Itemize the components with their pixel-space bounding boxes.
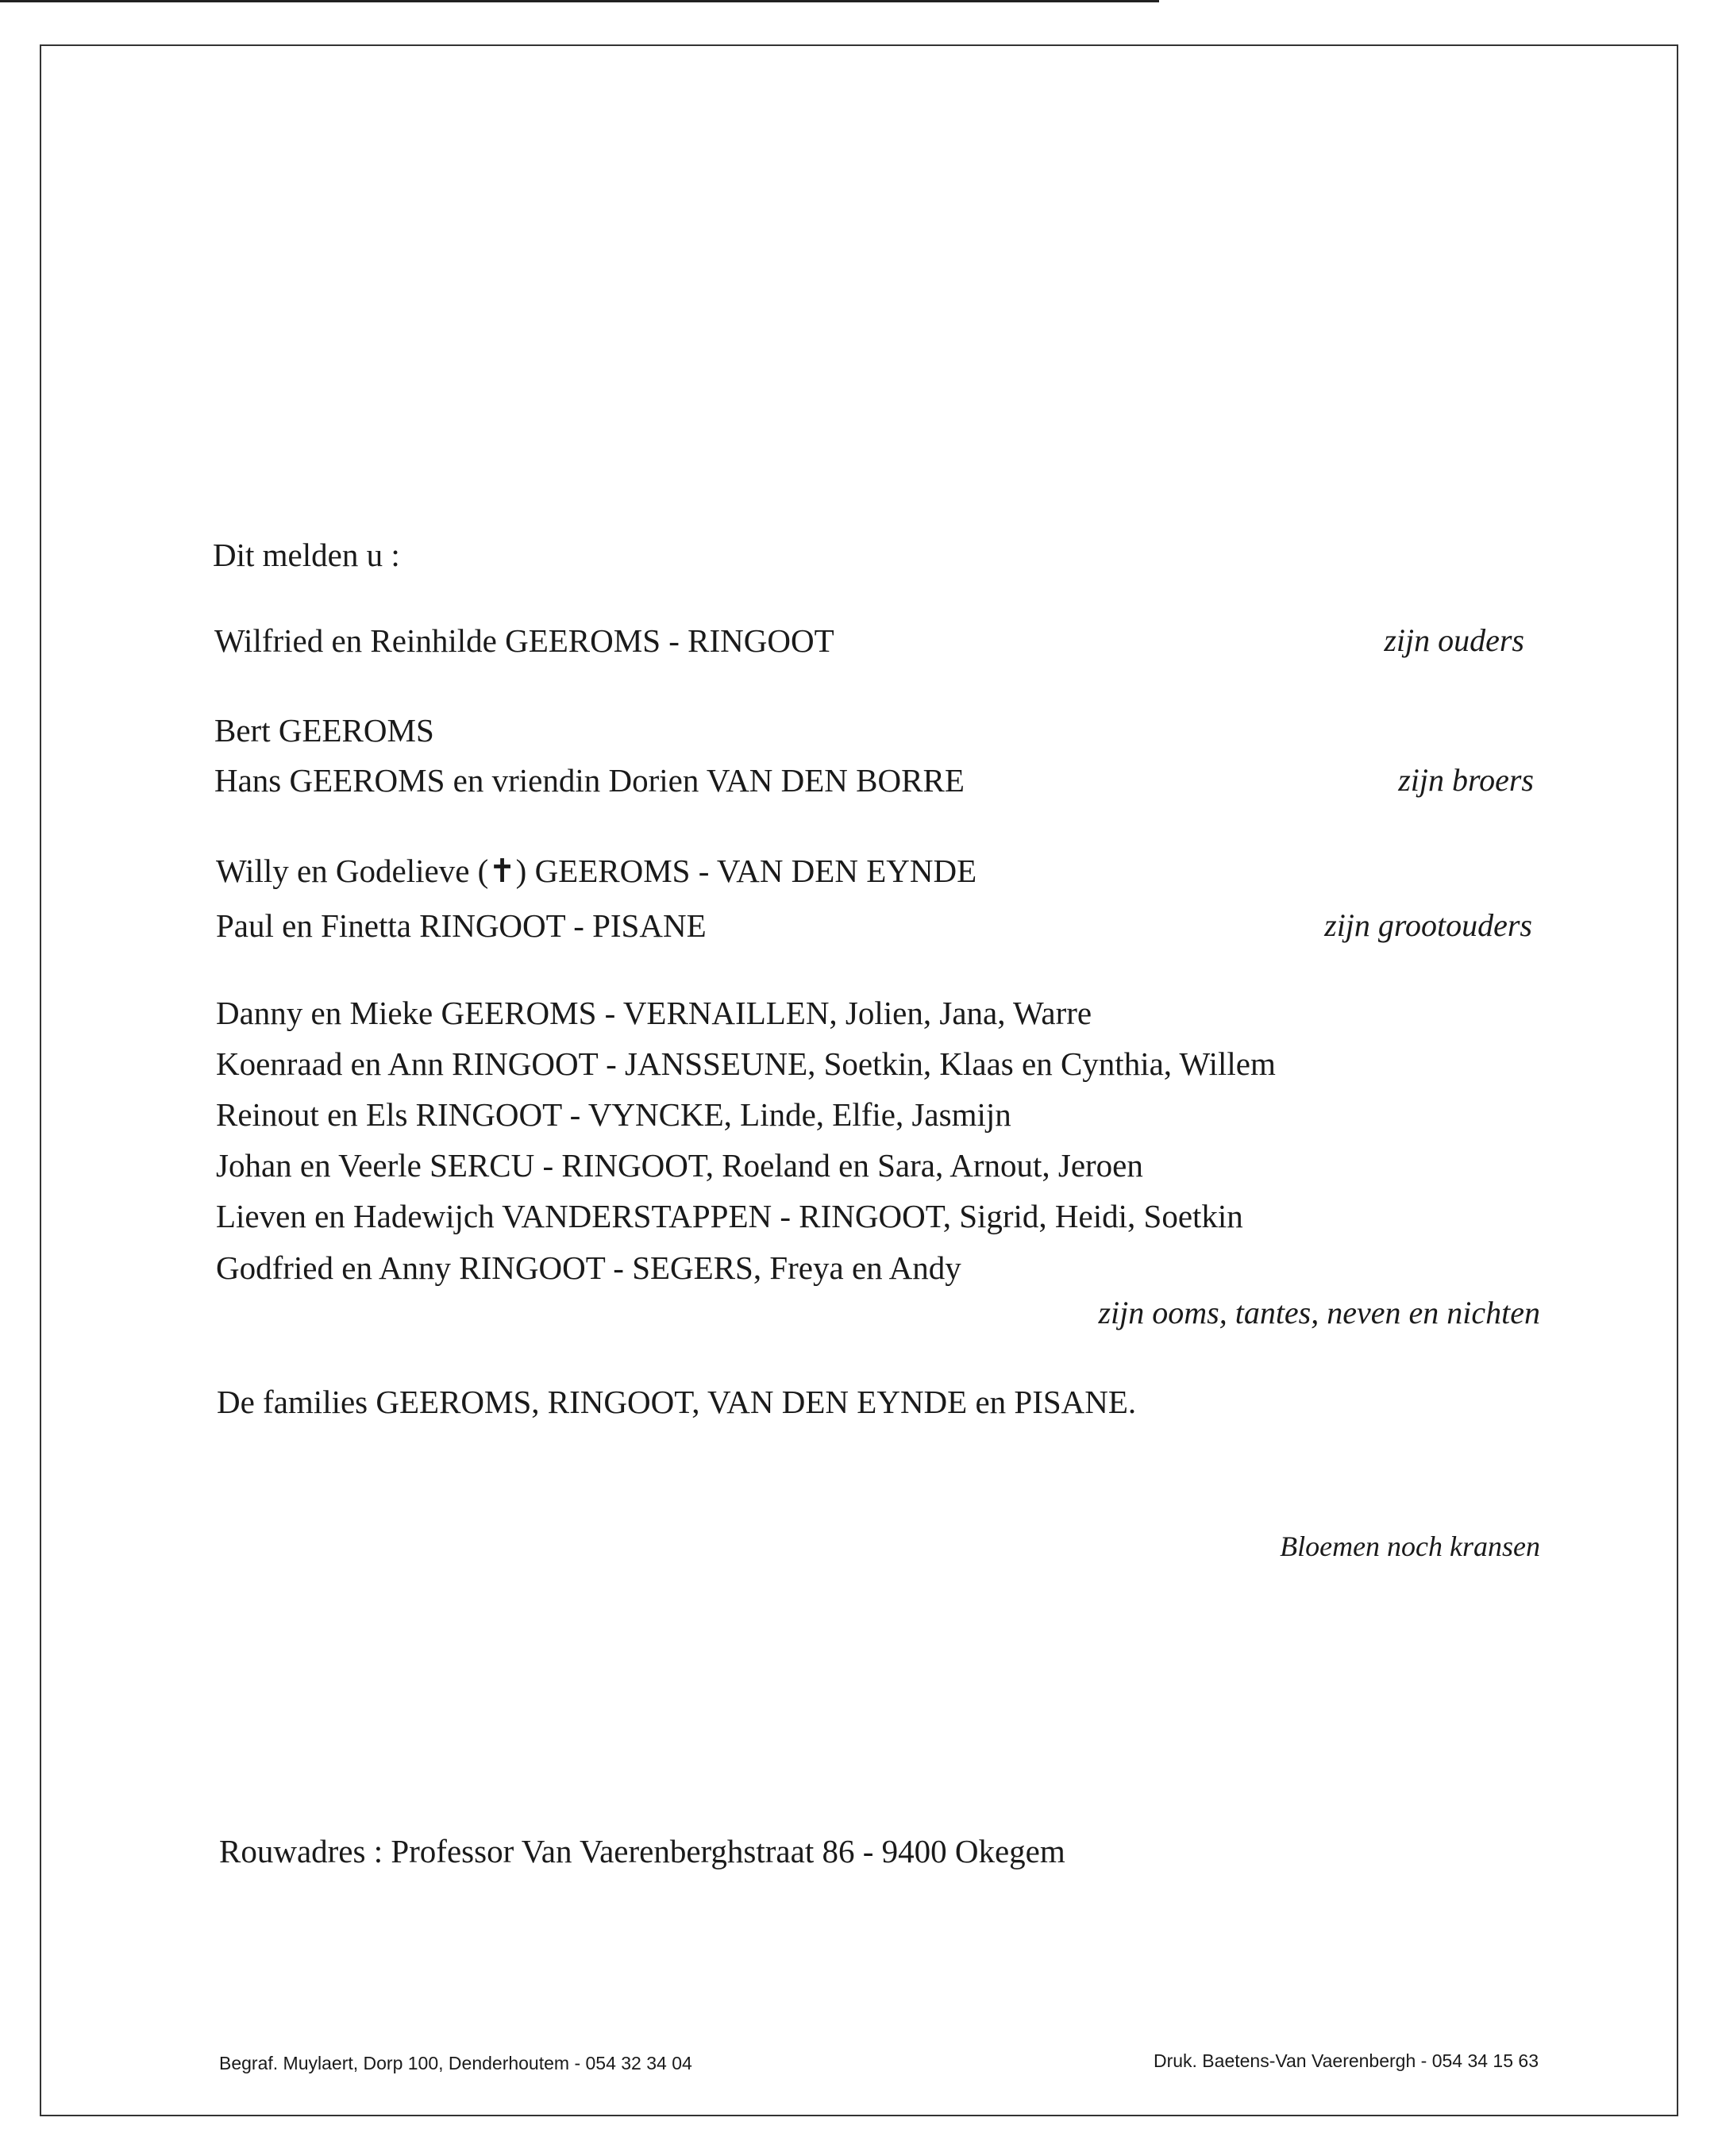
relatives-relation: zijn ooms, tantes, neven en nichten (1098, 1295, 1540, 1330)
brothers-relation: zijn broers (1398, 762, 1534, 798)
grandparents-relation: zijn grootouders (1324, 907, 1532, 943)
relative-line: Johan en Veerle SERCU - RINGOOT, Roeland en Sara, Arnout, Jeroen (216, 1147, 1143, 1184)
parents-line: Wilfried en Reinhilde GEEROMS - RINGOOT (214, 622, 834, 659)
relative-line: Reinout en Els RINGOOT - VYNCKE, Linde, Elfie, Jasmijn (216, 1096, 1011, 1133)
printer-info: Druk. Baetens-Van Vaerenbergh - 054 34 15 63 (1153, 2050, 1539, 2071)
relative-line: Koenraad en Ann RINGOOT - JANSSEUNE, Soetkin, Klaas en Cynthia, Willem (216, 1045, 1276, 1082)
intro-text: Dit melden u : (213, 537, 400, 573)
brother-line: Bert GEEROMS (214, 712, 434, 749)
address-line: Rouwadres : Professor Van Vaerenberghstraat 86 - 9400 Okegem (219, 1833, 1065, 1869)
relative-line: Danny en Mieke GEEROMS - VERNAILLEN, Jolien, Jana, Warre (216, 995, 1092, 1031)
relative-line: Godfried en Anny RINGOOT - SEGERS, Freya en Andy (216, 1249, 961, 1286)
flowers-note: Bloemen noch kransen (1280, 1530, 1540, 1562)
top-rule (0, 0, 1159, 2)
families-line: De families GEEROMS, RINGOOT, VAN DEN EYNDE en PISANE. (217, 1384, 1137, 1420)
relative-line: Lieven en Hadewijch VANDERSTAPPEN - RINGOOT, Sigrid, Heidi, Soetkin (216, 1198, 1243, 1234)
undertaker-info: Begraf. Muylaert, Dorp 100, Denderhoutem - 054 32 34 04 (219, 2053, 692, 2073)
grandparent-line: Willy en Godelieve (✝) GEEROMS - VAN DEN EYNDE (216, 853, 977, 889)
grandparent-line: Paul en Finetta RINGOOT - PISANE (216, 907, 707, 944)
brother-line: Hans GEEROMS en vriendin Dorien VAN DEN BORRE (214, 762, 965, 799)
parents-relation: zijn ouders (1384, 622, 1524, 658)
